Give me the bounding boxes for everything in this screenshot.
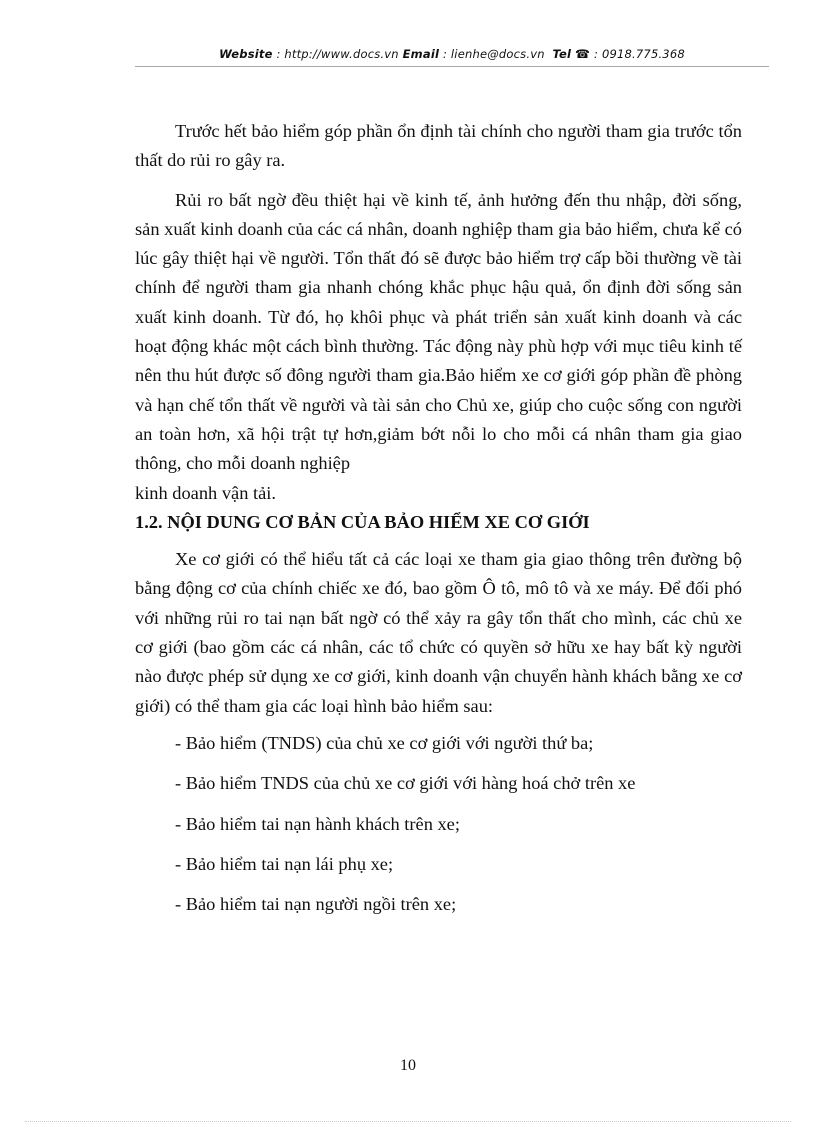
paragraph-vehicle-definition: Xe cơ giới có thể hiểu tất cả các loại xe tham gia giao thông trên đường bộ bằng động cơ của chính chiếc xe đó, bao gồm Ô tô, mô tô và xe máy. Để đối phó với những rủi ro tai nạn bất ngờ có thể xảy ra gây tổn thất cho mình, các chủ xe cơ giới (bao gồm các cá nhân, các tổ chức có quyền sở hữu xe hay bất kỳ người nào được phép sử dụng xe cơ giới, kinh doanh vận chuyển hành khách bằng xe cơ giới) có thể tham gia các loại hình bảo hiểm sau: (135, 549, 742, 716)
paragraph-risk-impact: Rủi ro bất ngờ đều thiệt hại về kinh tế, ảnh hưởng đến thu nhập, đời sống, sản xuất kinh doanh của các cá nhân, doanh nghiệp tham gia bảo hiểm, chưa kể có lúc gây thiệt hại về người. Tổn thất đó sẽ được bảo hiểm trợ cấp bồi thường về tài chính để người tham gia nhanh chóng khắc phục hậu quả, ổn định đời sống sản xuất kinh doanh. Từ đó, họ khôi phục và phát triển sản xuất kinh doanh và các hoạt động khác một cách bình thường. Tác động này phù hợp với mục tiêu kinh tế nên thu hút được số đông người tham gia.Bảo hiểm xe cơ giới góp phần đề phòng và hạn chế tổn thất về người và tài sản cho Chủ xe, giúp cho cuộc sống con người an toàn hơn, xã hội trật tự hơn,giảm bớt nỗi lo cho mỗi cá nhân tham gia giao thông, cho mỗi doanh nghiệp (135, 189, 742, 474)
list-item: - Bảo hiểm tai nạn lái phụ xe; (175, 853, 394, 874)
document-body (135, 117, 742, 919)
section-heading: 1.2. NỘI DUNG CƠ BẢN CỦA BẢO HIỂM XE CƠ GIỚI (135, 511, 590, 532)
paragraph-financial-stability: Trước hết bảo hiểm góp phần ổn định tài chính cho người tham gia trước tổn thất do rủi ro gây ra. (135, 121, 742, 171)
list-item: - Bảo hiểm tai nạn hành khách trên xe; (175, 813, 460, 834)
paragraph-risk-impact-tail: kinh doanh vận tải. (135, 482, 276, 503)
tel-number: 0918.775.368 (601, 47, 685, 61)
email-label: Email (402, 47, 440, 61)
page-number: 10 (400, 1057, 416, 1074)
header-divider (135, 66, 769, 67)
list-item: - Bảo hiểm tai nạn người ngồi trên xe; (175, 894, 457, 915)
page-bottom-border (25, 1121, 791, 1122)
website-label: Website (219, 47, 273, 61)
email-separator: : (439, 47, 451, 61)
page-header (135, 47, 769, 61)
email-link[interactable]: lienhe@docs.vn (450, 47, 545, 61)
website-link[interactable]: http://www.docs.vn (284, 47, 399, 61)
tel-label: Tel (552, 47, 572, 61)
website-separator: : (272, 47, 285, 61)
insurance-types-list (135, 729, 742, 919)
list-item: - Bảo hiểm TNDS của chủ xe cơ giới với hàng hoá chở trên xe (175, 773, 636, 794)
list-item: - Bảo hiểm (TNDS) của chủ xe cơ giới với người thứ ba; (175, 732, 594, 753)
tel-separator: : (590, 47, 602, 61)
phone-icon: ☎ (575, 47, 591, 61)
